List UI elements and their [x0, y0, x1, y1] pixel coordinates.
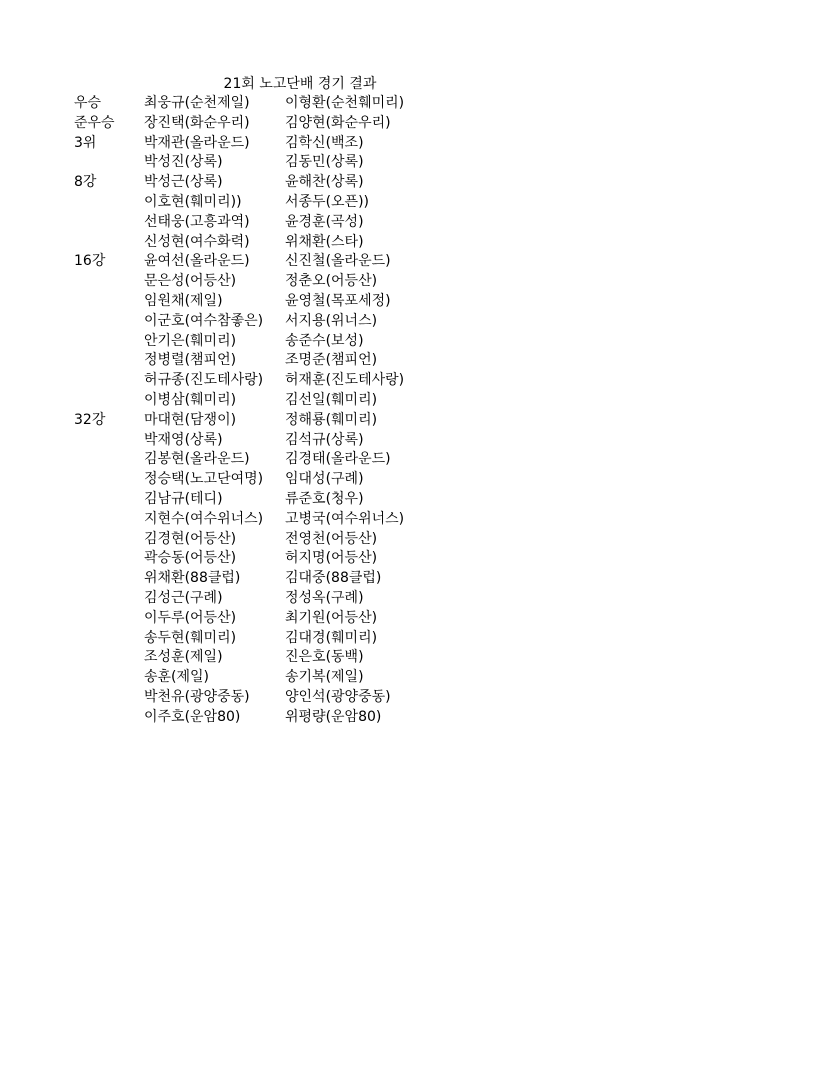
- result-row: [0, 173, 835, 193]
- result-row: [0, 510, 835, 530]
- result-row: [0, 490, 835, 510]
- player-b: 정성옥(구례): [285, 589, 364, 606]
- player-b: 이형환(순천훼미리): [285, 95, 405, 111]
- result-row: [0, 252, 835, 272]
- player-a: 박성진(상록): [144, 154, 223, 171]
- result-row: [0, 589, 835, 609]
- result-row: [0, 134, 835, 154]
- round-label: 우승: [74, 95, 102, 111]
- player-a: 박재관(올라운드): [144, 134, 250, 151]
- player-b: 윤경훈(곡성): [285, 213, 364, 230]
- player-a: 이호현(훼미리)): [144, 193, 242, 210]
- player-a: 송훈(제일): [144, 669, 210, 686]
- player-a: 신성현(여수화력): [144, 233, 250, 250]
- result-row: [0, 450, 835, 470]
- result-row: [0, 371, 835, 391]
- player-a: 선태웅(고흥과역): [144, 213, 250, 230]
- player-b: 전영천(어등산): [285, 530, 378, 547]
- result-row: [0, 391, 835, 411]
- player-a: 박성근(상록): [144, 174, 223, 191]
- player-a: 안기은(훼미리): [144, 332, 237, 349]
- player-b: 위평량(운암80): [285, 708, 382, 725]
- player-b: 김대중(88클럽): [285, 570, 382, 587]
- result-row: [0, 114, 835, 134]
- player-b: 김동민(상록): [285, 154, 364, 171]
- player-a: 박재영(상록): [144, 431, 223, 448]
- result-row: [0, 292, 835, 312]
- player-a: 김성근(구례): [144, 589, 223, 606]
- round-label: 준우승: [74, 114, 115, 131]
- player-b: 고병국(여수위너스): [285, 510, 405, 527]
- player-b: 송기복(제일): [285, 669, 364, 686]
- result-row: [0, 569, 835, 589]
- player-b: 김석규(상록): [285, 431, 364, 448]
- result-row: [0, 470, 835, 490]
- player-a: 정승택(노고단여명): [144, 471, 264, 488]
- results-table: [0, 94, 835, 728]
- result-row: [0, 153, 835, 173]
- player-b: 김경태(올라운드): [285, 451, 391, 468]
- result-row: [0, 549, 835, 569]
- result-row: [0, 648, 835, 668]
- player-a: 김경현(어등산): [144, 530, 237, 547]
- player-a: 조성훈(제일): [144, 649, 223, 666]
- player-a: 최웅규(순천제일): [144, 95, 250, 111]
- player-a: 허규종(진도테사랑): [144, 372, 264, 389]
- player-b: 위채환(스타): [285, 233, 364, 250]
- result-row: [0, 668, 835, 688]
- player-b: 허재훈(진도테사랑): [285, 372, 405, 389]
- round-label: 32강: [74, 411, 106, 428]
- player-a: 박천유(광양중동): [144, 688, 250, 705]
- player-b: 임대성(구례): [285, 471, 364, 488]
- player-a: 장진택(화순우리): [144, 114, 250, 131]
- player-a: 곽승동(어등산): [144, 550, 237, 567]
- player-a: 이주호(운암80): [144, 708, 241, 725]
- page-title: 21회 노고단배 경기 결과: [223, 76, 377, 92]
- result-row: [0, 272, 835, 292]
- result-row: [0, 94, 835, 114]
- result-row: [0, 233, 835, 253]
- player-a: 이병삼(훼미리): [144, 391, 237, 408]
- result-row: [0, 530, 835, 550]
- player-a: 지현수(여수위너스): [144, 510, 264, 527]
- player-b: 진은호(동백): [285, 649, 364, 666]
- player-b: 류준호(청우): [285, 490, 364, 507]
- player-a: 김봉현(올라운드): [144, 451, 250, 468]
- player-a: 문은성(어등산): [144, 273, 237, 290]
- player-b: 정해룡(훼미리): [285, 411, 378, 428]
- result-row: [0, 351, 835, 371]
- round-label: 16강: [74, 253, 106, 270]
- player-a: 마대현(담쟁이): [144, 411, 237, 428]
- player-a: 임원채(제일): [144, 292, 223, 309]
- player-b: 윤해찬(상록): [285, 174, 364, 191]
- result-row: [0, 629, 835, 649]
- result-row: [0, 193, 835, 213]
- round-label: 8강: [74, 174, 97, 191]
- result-row: [0, 213, 835, 233]
- result-row: [0, 431, 835, 451]
- player-b: 신진철(올라운드): [285, 253, 391, 270]
- player-b: 조명준(챔피언): [285, 352, 378, 369]
- player-a: 송두현(훼미리): [144, 629, 237, 646]
- player-b: 김선일(훼미리): [285, 391, 378, 408]
- player-b: 서종두(오픈)): [285, 193, 370, 210]
- player-b: 허지명(어등산): [285, 550, 378, 567]
- result-row: [0, 312, 835, 332]
- player-b: 윤영철(목포세정): [285, 292, 391, 309]
- player-b: 최기원(어등산): [285, 609, 378, 626]
- player-b: 정춘오(어등산): [285, 273, 378, 290]
- player-b: 양인석(광양중동): [285, 688, 391, 705]
- player-a: 위채환(88클럽): [144, 570, 241, 587]
- player-b: 서지용(위너스): [285, 312, 378, 329]
- result-row: [0, 688, 835, 708]
- player-a: 윤여선(올라운드): [144, 253, 250, 270]
- round-label: 3위: [74, 134, 97, 151]
- player-a: 이두루(어등산): [144, 609, 237, 626]
- player-b: 김양현(화순우리): [285, 114, 391, 131]
- player-a: 이군호(여수참좋은): [144, 312, 264, 329]
- player-b: 송준수(보성): [285, 332, 364, 349]
- player-b: 김대경(훼미리): [285, 629, 378, 646]
- result-row: [0, 411, 835, 431]
- result-row: [0, 609, 835, 629]
- player-b: 김학신(백조): [285, 134, 364, 151]
- player-a: 김남규(테디): [144, 490, 223, 507]
- result-row: [0, 708, 835, 728]
- player-a: 정병렬(챔피언): [144, 352, 237, 369]
- result-row: [0, 332, 835, 352]
